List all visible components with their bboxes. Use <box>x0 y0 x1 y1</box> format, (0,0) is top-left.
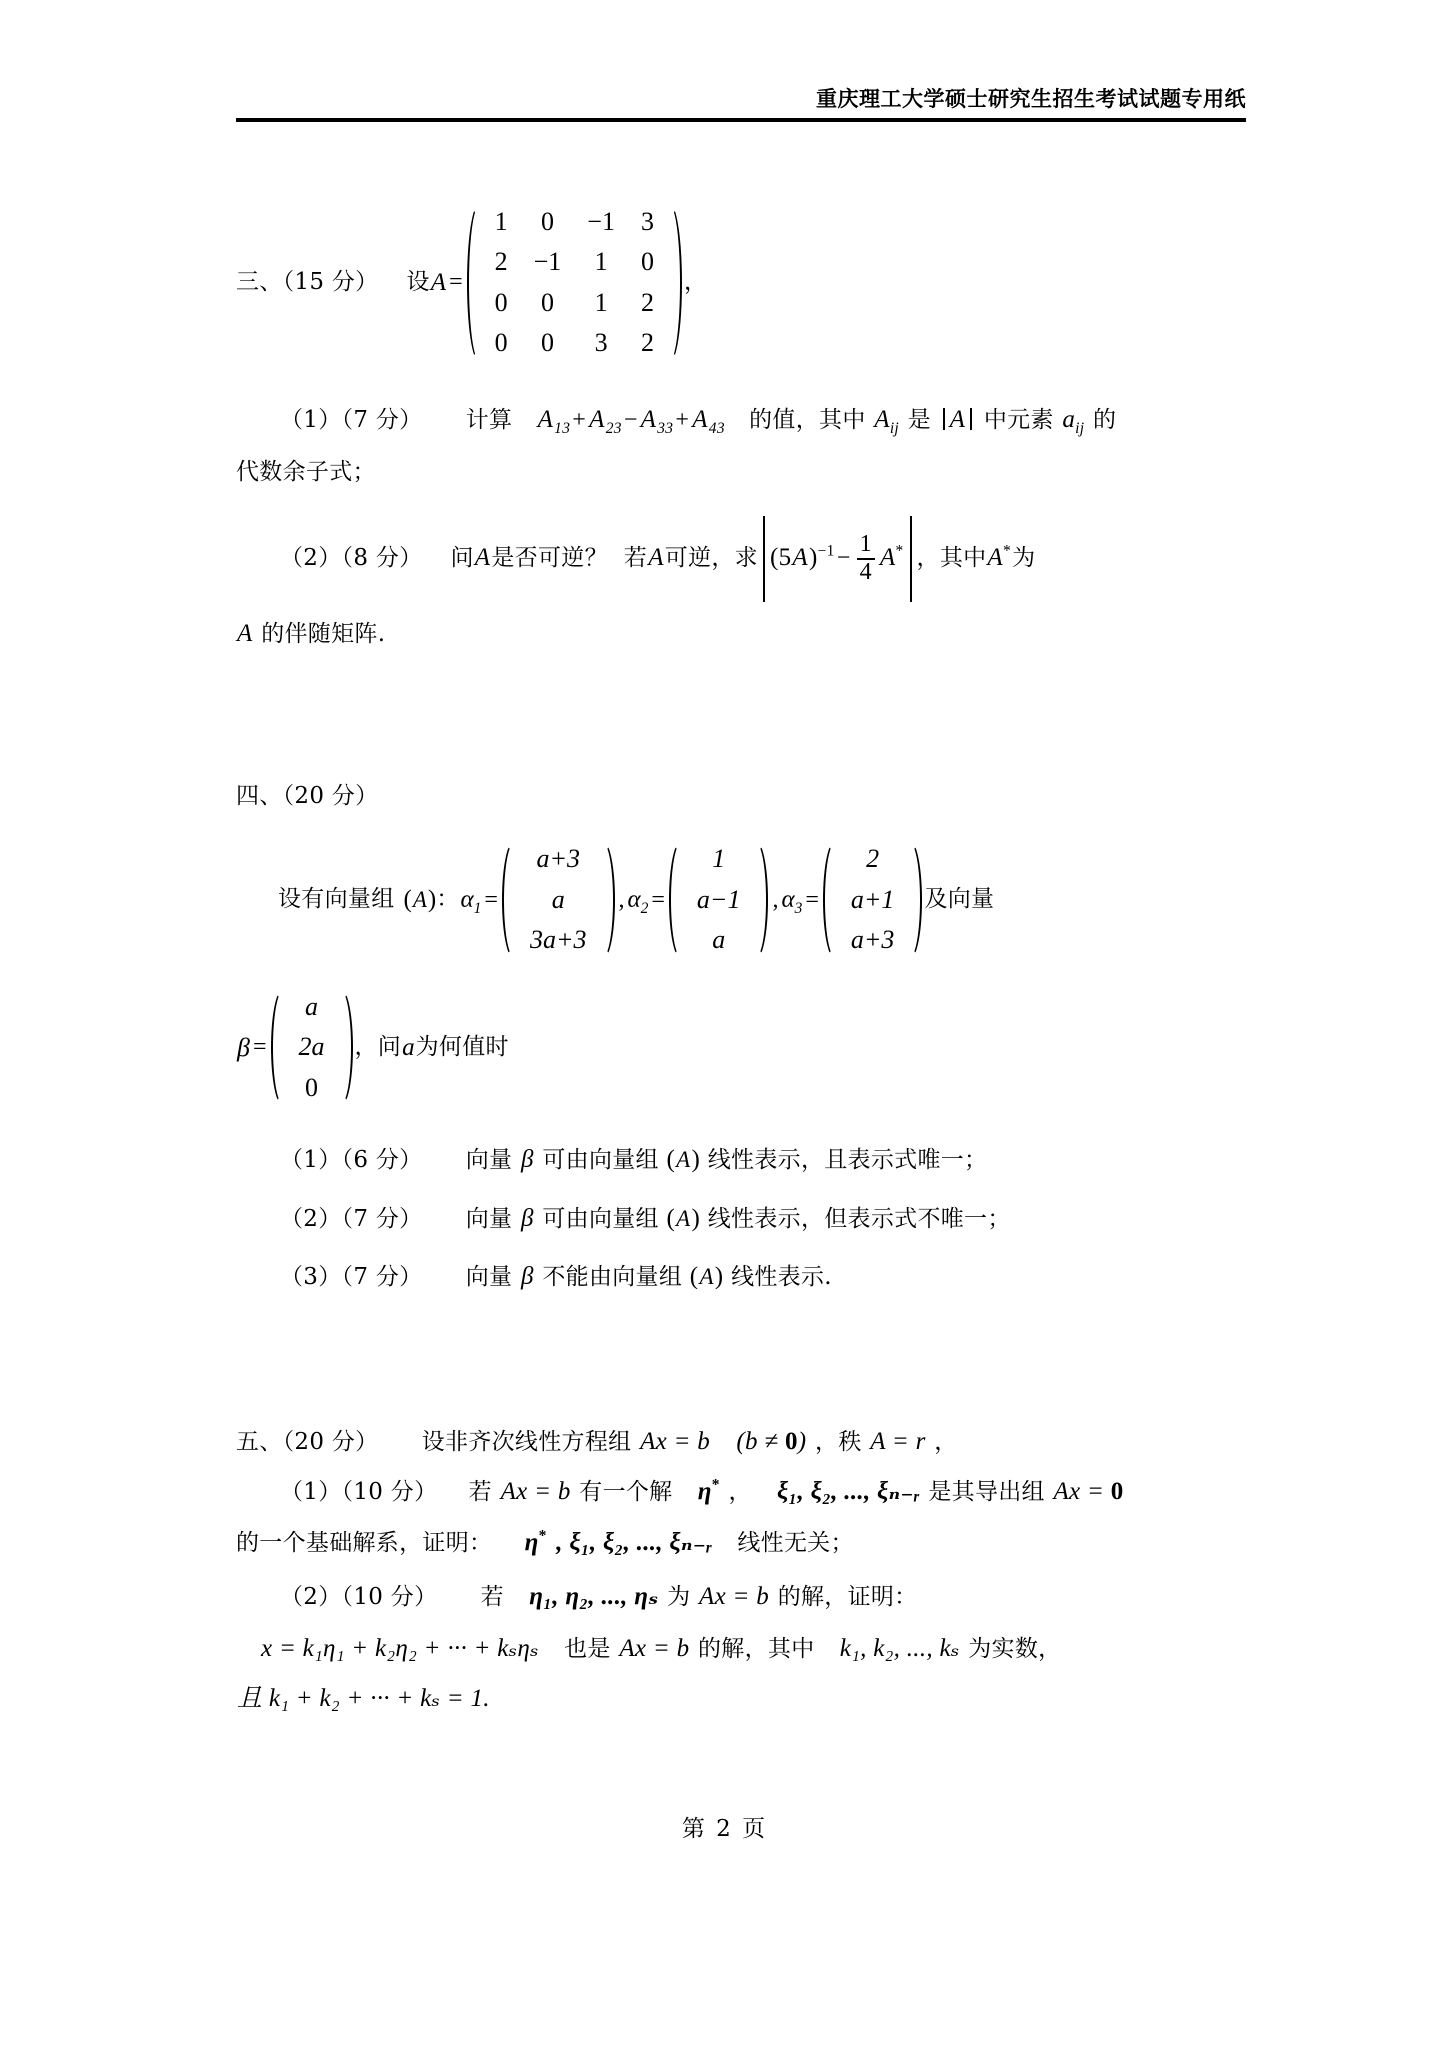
q5-sub1-text-c: 是其导出组 <box>928 1479 1045 1506</box>
q3-sub2-line1 <box>280 516 1246 602</box>
fraction-numerator: 1 <box>859 531 872 558</box>
vector-row <box>517 920 600 961</box>
q5-sub1-eq: Ax = b <box>500 1478 571 1506</box>
q4-sub3 <box>280 1259 1246 1295</box>
q5-sub1-text-a: 若 <box>468 1479 492 1506</box>
matrix-row <box>482 323 667 364</box>
q5-rank: A = r <box>870 1428 926 1455</box>
vector-row <box>517 880 600 921</box>
q5-sub2-marker: （2）（10 分） <box>280 1583 438 1610</box>
matrix-row <box>482 242 667 283</box>
vector-cell: 2 <box>866 844 880 874</box>
q4-group-tag: (A) <box>403 886 437 914</box>
q4-beta-tail-var: a <box>402 1033 415 1061</box>
q5-sub2 <box>237 1579 1246 1718</box>
q3-sub1-Aij: $A_{ij}$ <box>874 406 900 437</box>
matrix-cell: 2 <box>640 328 654 357</box>
q4-sub2 <box>280 1201 1246 1237</box>
q5-label: 五、（20 分） <box>236 1429 379 1455</box>
q3-sub2-marker: （2）（8 分） <box>280 544 423 571</box>
q3-sub2-line2-text: 的伴随矩阵. <box>261 620 386 647</box>
matrix-cell: −1 <box>533 247 562 276</box>
q4-tail: 及向量 <box>924 886 995 913</box>
q3-sub2 <box>237 516 1246 652</box>
matrix-cell: 2 <box>640 287 654 317</box>
q5-sub1-line2-b: 线性无关； <box>737 1529 854 1556</box>
vector-cell: a+3 <box>536 844 580 874</box>
q5-sub1-line2-a: 的一个基础解系，证明： <box>236 1529 493 1556</box>
q3-sub2-minus: − <box>836 545 851 572</box>
q4-label: 四、（20 分） <box>236 783 379 809</box>
q4-sub3-marker: （3）（7 分） <box>280 1263 423 1290</box>
q5-sub2-line2-a: 也是 <box>564 1636 611 1662</box>
q5-stem <box>236 1424 1246 1460</box>
left-paren <box>669 839 682 961</box>
q5-lead: 设非齐次线性方程组 <box>421 1429 632 1455</box>
q3-sub1-expr: $A_{13}+ A_{23}- A_{33}+ A_{43}$ <box>537 406 725 437</box>
vector-cell: 0 <box>305 1072 318 1102</box>
matrix-cell: 0 <box>540 206 554 236</box>
right-paren <box>909 839 922 961</box>
q4-colon: ： <box>436 886 460 913</box>
q3-sub2-text-e: ，其中 <box>916 544 987 571</box>
q3-sub1-line2: 代数余子式； <box>236 459 376 486</box>
matrix-cell: 3 <box>640 206 654 236</box>
q5-sub1-marker: （1）（10 分） <box>280 1479 438 1506</box>
vector-cell: 1 <box>712 844 726 874</box>
q4-sep-2: , <box>772 886 779 913</box>
q4-lead: 设有向量组 <box>278 886 395 913</box>
q5-sub1-line2-xis: , ξ₁, ξ₂, ..., ξₙ₋ᵣ <box>556 1528 713 1556</box>
q4-sub1-line <box>280 1142 1246 1178</box>
q4-sub2-text-c: 线性表示，但表示式不唯一； <box>707 1205 1011 1232</box>
vector-cell: a−1 <box>696 884 741 914</box>
q3-sub1-text-a: 计算 <box>465 407 513 433</box>
vector-cell: 2a <box>298 1032 325 1062</box>
q3-sub2-line2-var: A <box>237 619 253 647</box>
q5-sub2-x-expr: x = k₁η₁ + k₂η₂ + ··· + kₛηₛ <box>261 1635 539 1662</box>
q4-sep-1: , <box>618 886 625 913</box>
q5-sub1-line2 <box>236 1525 1246 1561</box>
q4-sub3-group: (A) <box>689 1262 724 1290</box>
question-4 <box>236 780 1246 1295</box>
q5-sub1-eq0: Ax = 0 <box>1053 1478 1124 1506</box>
q5-sub2-line2-eq: Ax = b <box>619 1635 690 1662</box>
q5-sub1-comma: ， <box>728 1479 752 1506</box>
q4-beta-tail-b: 为何值时 <box>415 1033 509 1060</box>
matrix-cell: 0 <box>540 287 554 317</box>
q3-lead: 设 <box>406 268 430 295</box>
q4-alpha1-eq: = <box>484 886 498 913</box>
q5-comma1: ，秩 <box>815 1429 862 1455</box>
q3-sub2-inverse-term: $(5A)^{-1}$ <box>769 543 835 572</box>
q5-sub2-line2-b: 的解，其中 <box>698 1636 815 1662</box>
q3-sub1-marker: （1）（7 分） <box>280 407 423 433</box>
q3-sub2-text-c: 若 <box>623 544 648 571</box>
vector-beta <box>271 987 353 1109</box>
q4-sub2-group: (A) <box>666 1204 701 1232</box>
q5-sub2-text-a: 若 <box>480 1583 504 1610</box>
q3-sub1-text-e: 的 <box>1093 407 1117 433</box>
q5-sub2-line3 <box>236 1681 1246 1717</box>
right-paren <box>669 202 682 364</box>
q3-matrix-var: A <box>430 268 447 296</box>
q5-sub2-line2-c: 为实数， <box>968 1636 1062 1662</box>
abs-bar-right <box>910 516 912 602</box>
q3-sub2-text-f: 为 <box>1012 544 1036 571</box>
matrix-A <box>467 202 682 364</box>
fraction-one-quarter <box>857 532 875 584</box>
q3-trailing-comma: ， <box>683 268 708 295</box>
q5-sub2-eq: Ax = b <box>699 1582 770 1610</box>
vector-cell: 3a+3 <box>529 925 587 955</box>
q5-sub1-eta: η* <box>697 1476 720 1506</box>
matrix-cell: 3 <box>594 328 608 357</box>
page-footer: 第 2 页 <box>681 1816 768 1842</box>
q4-alpha2-name: $\alpha_2$ <box>627 886 649 918</box>
matrix-row <box>482 283 667 324</box>
q4-sub3-beta: β <box>520 1262 534 1290</box>
q4-sub1-marker: （1）（6 分） <box>280 1147 423 1174</box>
vector-row <box>838 880 908 921</box>
q5-sub1-xis: ξ₁, ξ₂, ..., ξₙ₋ᵣ <box>777 1478 920 1506</box>
q4-beta-name: β <box>237 1032 250 1062</box>
vector-row <box>838 839 908 880</box>
vector-row <box>684 920 754 961</box>
q3-equals: = <box>449 269 463 295</box>
vector-alpha2 <box>669 839 769 961</box>
abs-expression <box>758 516 917 602</box>
abs-bar-right <box>970 408 972 430</box>
vector-alpha3 <box>823 839 923 961</box>
q3-sub2-text-a: 问 <box>450 544 474 571</box>
q5-comma2: ， <box>934 1429 958 1455</box>
q5-sub2-text-c: 的解，证明： <box>777 1583 918 1610</box>
q4-sub1 <box>280 1142 1246 1178</box>
vector-cell: a <box>305 991 318 1021</box>
question-3 <box>236 185 1246 652</box>
q5-sub1-text-b: 有一个解 <box>579 1479 673 1506</box>
q3-sub1-text-b: 的值，其中 <box>749 407 866 433</box>
q3-sub2-varA: A <box>474 544 491 572</box>
question-5 <box>236 1424 1246 1718</box>
q4-alpha2-eq: = <box>651 886 665 913</box>
q5-sub1-line1 <box>280 1474 1246 1510</box>
vector-alpha1 <box>502 839 615 961</box>
q4-sub1-text-a: 向量 <box>465 1147 513 1174</box>
matrix-cell: 1 <box>494 206 508 236</box>
matrix-cell: 0 <box>540 328 554 357</box>
q5-equation: Ax = b <box>640 1428 711 1455</box>
left-paren <box>271 987 284 1109</box>
q3-sub2-adjugate2: A* <box>987 543 1012 572</box>
q4-beta-row <box>236 987 1246 1109</box>
q4-sub2-line <box>280 1201 1246 1237</box>
q5-sub2-ks: k₁, k₂, ..., kₛ <box>839 1635 960 1662</box>
matrix-cell: 0 <box>494 328 508 357</box>
q4-sub1-beta: β <box>520 1146 534 1174</box>
vector-cell: a+3 <box>850 925 895 955</box>
vector-cell: a+1 <box>850 884 895 914</box>
q3-sub2-adjugate: A* <box>879 543 904 572</box>
q3-sub1-detA: A <box>949 406 966 433</box>
q4-sub1-text-b: 可由向量组 <box>542 1147 659 1174</box>
q4-alpha3-name: $\alpha_3$ <box>781 886 803 918</box>
q3-sub1 <box>236 402 1246 490</box>
q4-sub1-group: (A) <box>666 1146 701 1174</box>
q3-sub2-line2 <box>236 616 1246 652</box>
matrix-cell: 1 <box>594 247 608 276</box>
left-paren <box>502 839 515 961</box>
header-title: 重庆理工大学硕士研究生招生考试试题专用纸 <box>816 86 1246 111</box>
q4-sub3-text-b: 不能由向量组 <box>542 1263 683 1290</box>
q3-sub2-varA2: A <box>648 544 664 572</box>
right-paren <box>340 987 353 1109</box>
matrix-cell: 0 <box>640 247 654 276</box>
q4-sub3-text-a: 向量 <box>465 1263 513 1290</box>
q4-sub2-text-b: 可由向量组 <box>542 1205 659 1232</box>
q4-beta-tail-a: ，问 <box>354 1033 402 1060</box>
vector-row <box>684 880 754 921</box>
q5-sub2-text-b: 为 <box>667 1583 691 1610</box>
q4-sub3-line <box>280 1259 1246 1295</box>
vector-cell: a <box>712 925 726 955</box>
matrix-cell: 1 <box>594 287 608 317</box>
q3-stem <box>236 185 1246 380</box>
q5-condition: (b ≠ 0) <box>736 1428 807 1455</box>
q5-sub2-etas: η₁, η₂, ..., ηₛ <box>529 1582 659 1610</box>
q4-beta-eq: = <box>252 1034 267 1061</box>
abs-bar-left <box>943 408 945 430</box>
matrix-cell: −1 <box>587 206 615 236</box>
fraction-denominator: 4 <box>857 558 875 585</box>
abs-bar-left <box>763 516 765 602</box>
page-header <box>236 86 1246 122</box>
q4-sub1-text-c: 线性表示，且表示式唯一； <box>707 1147 988 1174</box>
q3-sub2-text-b: 是否可逆？ <box>491 544 608 571</box>
left-paren <box>467 202 480 364</box>
matrix-cell: 0 <box>494 287 508 317</box>
matrix-row <box>482 202 667 243</box>
q3-sub2-text-d: 可逆，求 <box>664 544 758 571</box>
q5-sub1-line2-eta: η* <box>524 1527 547 1556</box>
vector-row <box>684 839 754 880</box>
left-paren <box>823 839 836 961</box>
vector-cell: a <box>551 884 565 914</box>
header-rule <box>236 118 1246 122</box>
q3-sub1-text-d: 中元素 <box>983 407 1054 433</box>
vector-row <box>838 920 908 961</box>
q4-sub3-text-c: 线性表示. <box>731 1263 832 1290</box>
q4-sub2-marker: （2）（7 分） <box>280 1205 423 1232</box>
q3-sub1-aij: $a_{ij}$ <box>1062 406 1085 437</box>
q4-alpha3-eq: = <box>805 886 819 913</box>
q5-sub2-line1 <box>280 1579 1246 1615</box>
right-paren <box>602 839 615 961</box>
q4-sub2-beta: β <box>520 1204 534 1232</box>
q4-vectors-row <box>278 839 1246 961</box>
q5-sub1 <box>236 1474 1246 1561</box>
right-paren <box>755 839 768 961</box>
q5-sub2-sum-condition: 且 k₁ + k₂ + ··· + kₛ = 1. <box>237 1685 490 1713</box>
vector-row <box>517 839 600 880</box>
matrix-cell: 2 <box>494 247 508 276</box>
q3-sub1-line1 <box>280 402 1246 438</box>
q5-sub2-line2 <box>260 1631 1246 1667</box>
q3-sub1-text-c: 是 <box>907 407 931 433</box>
q3-label: 三、（15 分） <box>236 268 379 295</box>
q4-sub2-text-a: 向量 <box>465 1205 513 1232</box>
q4-alpha1-name: $\alpha_1$ <box>460 886 482 918</box>
